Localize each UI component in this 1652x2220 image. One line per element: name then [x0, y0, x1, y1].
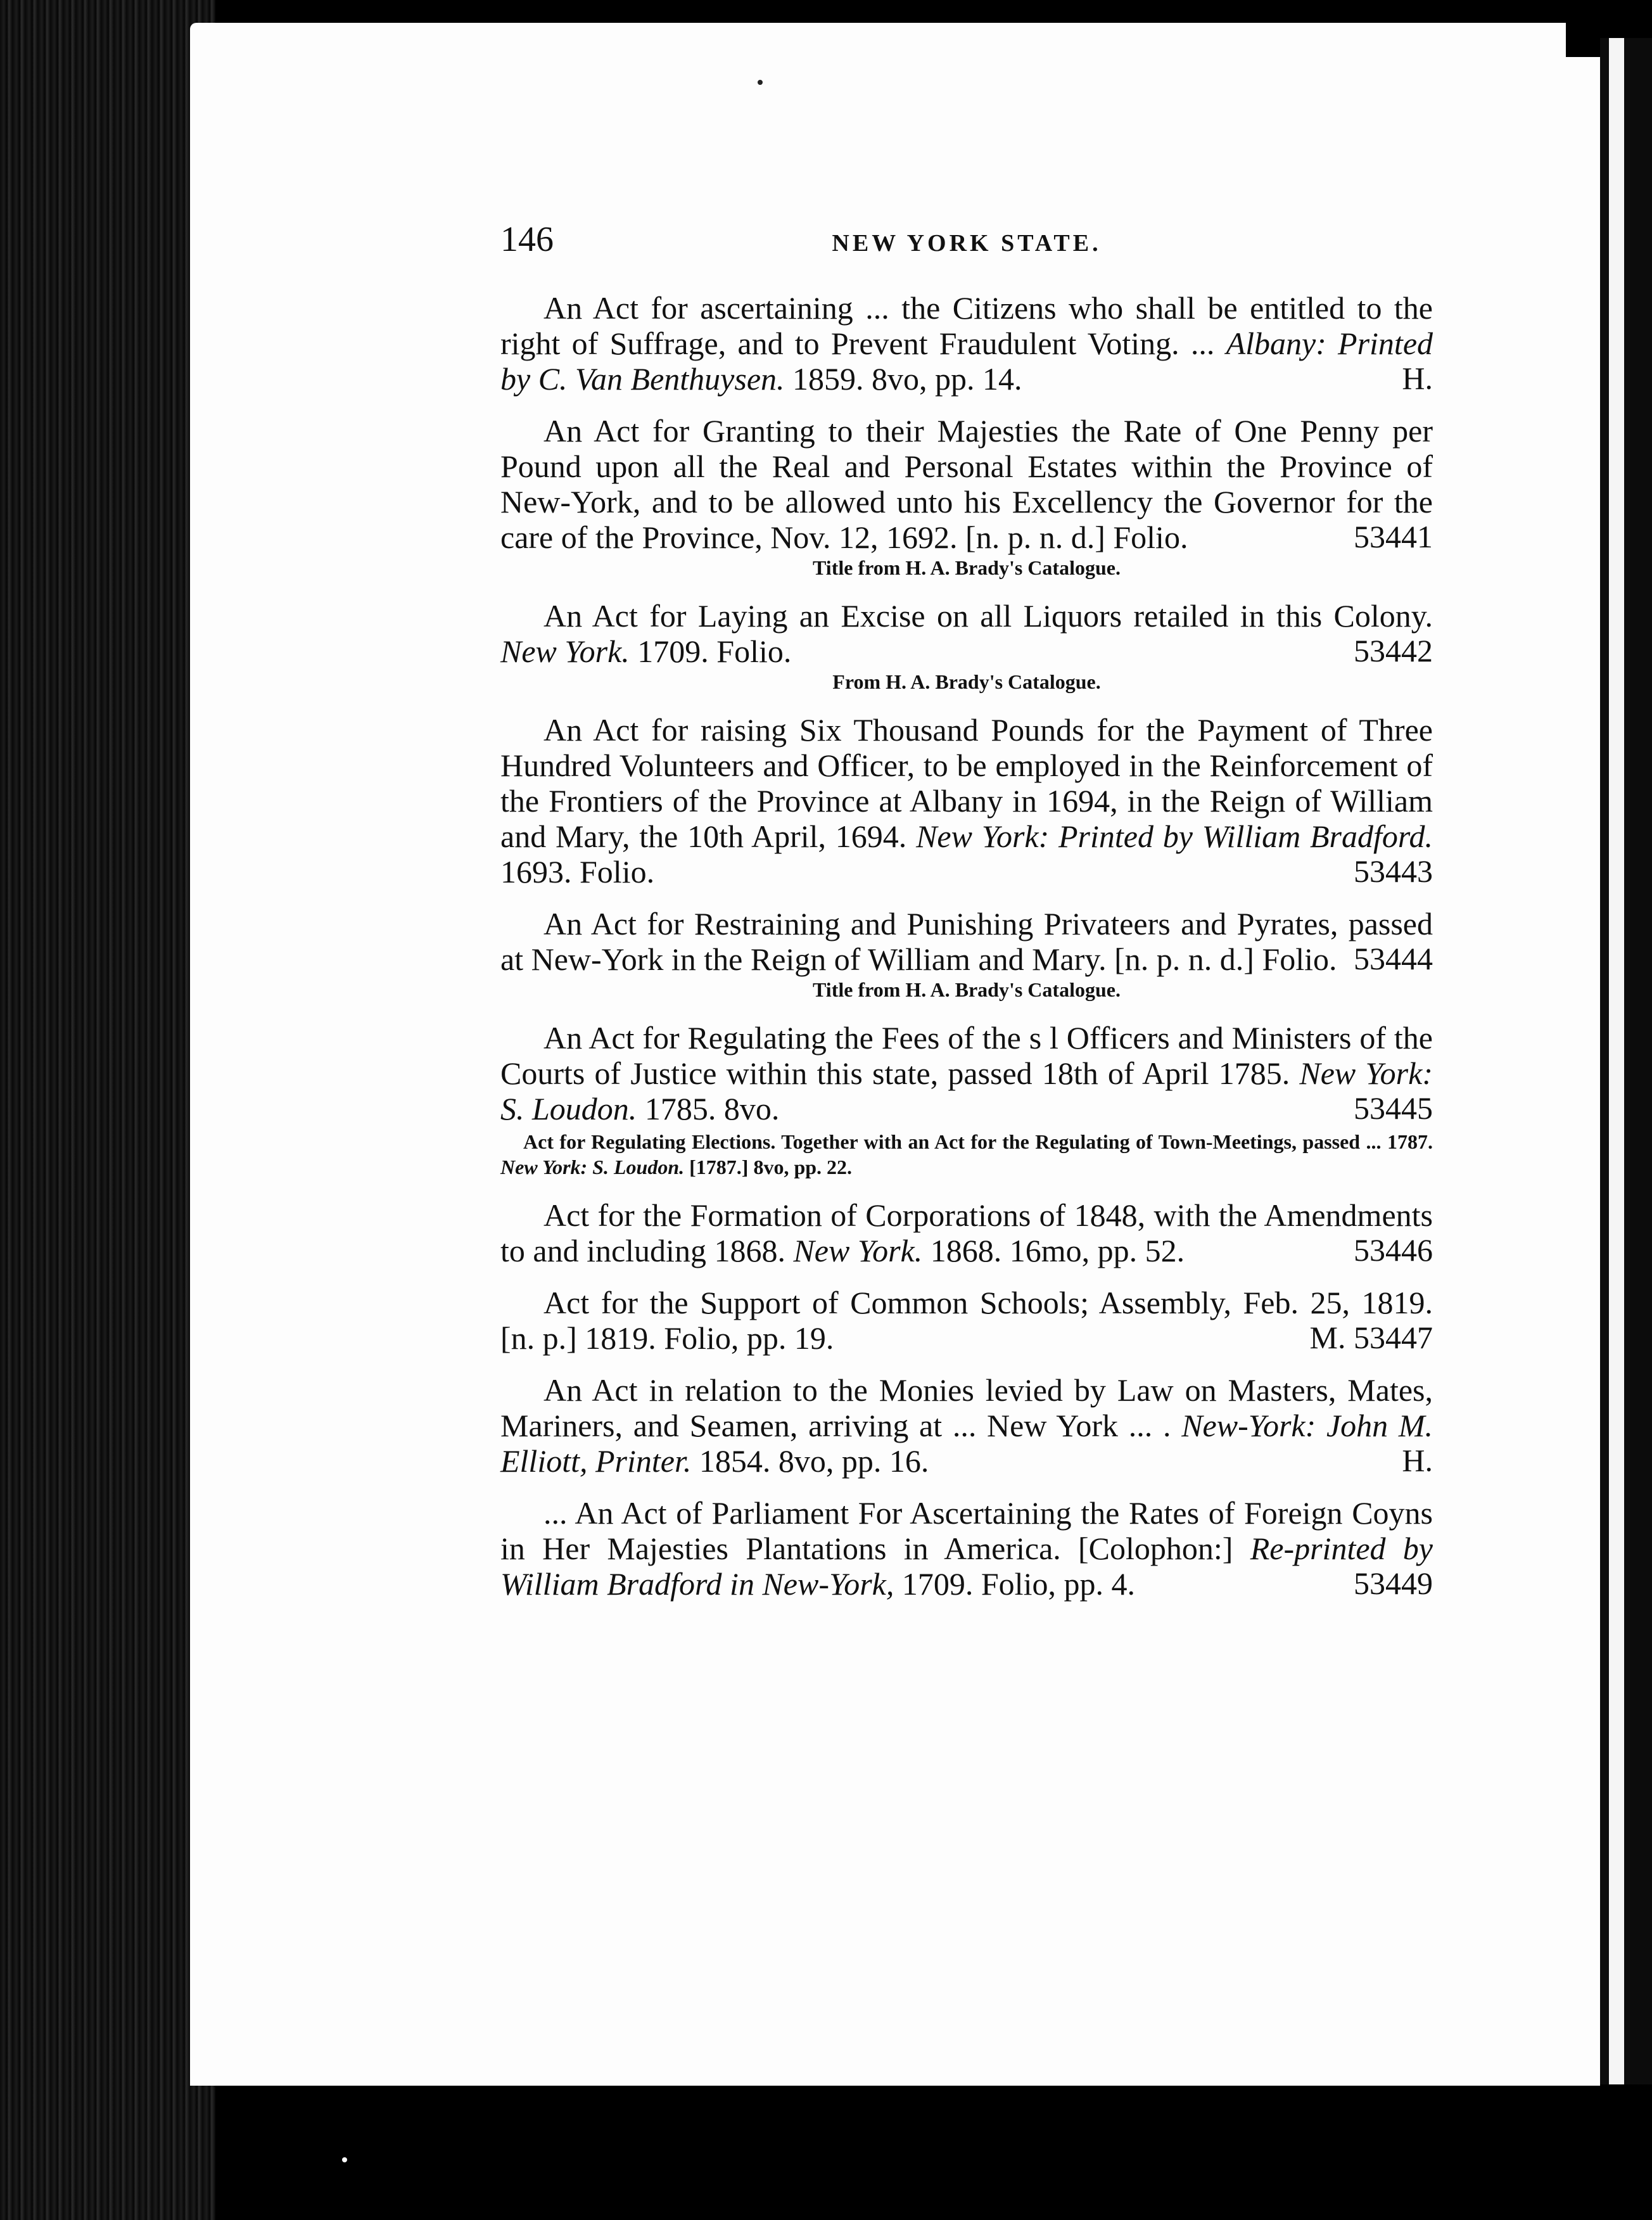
page-content [500, 215, 1433, 1600]
entry-imprint: New-York: John M. Elliott, Printer. [500, 1408, 1433, 1479]
entry-number: 53443 [1354, 853, 1433, 889]
entry-imprint: New York: Printed by William Bradford. [916, 819, 1433, 854]
entry-number: 53442 [1354, 633, 1433, 668]
entry-collation: 1785. 8vo. [644, 1091, 780, 1126]
entry-collation: 1693. Folio. [500, 854, 655, 890]
book-edge [0, 0, 215, 2220]
entry-note: Title from H. A. Brady's Catalogue. [813, 978, 1121, 1001]
entry [500, 1495, 1433, 1600]
entry [500, 598, 1433, 694]
entry-number: 53449 [1354, 1566, 1433, 1601]
entry [500, 290, 1433, 395]
entry-imprint: Re-printed by William Bradford in New-York, [500, 1531, 1433, 1602]
entry [500, 1020, 1433, 1180]
entry-imprint: New York. [500, 634, 630, 669]
entry-number: 53446 [1354, 1232, 1433, 1268]
entry-number: 53445 [1354, 1090, 1433, 1126]
page-number: 146 [500, 220, 554, 259]
entry-number: H. [1402, 1443, 1433, 1478]
entry-subnote [500, 1129, 1433, 1180]
speck [342, 2157, 347, 2162]
entry-number: 53441 [1354, 519, 1433, 554]
entry [500, 1285, 1433, 1355]
entry-title: Act for the Formation of Corporations of 1848, with the Amendments to and including 1868. [500, 1197, 1433, 1268]
entry [500, 712, 1433, 888]
entry [500, 1197, 1433, 1267]
page-header [500, 215, 1433, 272]
subnote-imprint: New York: S. Loudon. [500, 1156, 685, 1178]
subnote-collation: [1787.] 8vo, pp. 22. [689, 1156, 853, 1178]
entry-title: An Act for Restraining and Punishing Privateers and Pyrates, passed at New-York in the Reign of William and Mary. [n. p. n. d.] Folio. [500, 906, 1433, 977]
entry [500, 1372, 1433, 1477]
entry-note: From H. A. Brady's Catalogue. [832, 670, 1101, 693]
entry-title: An Act for ascertaining ... the Citizens who shall be entitled to the right of Suffrage, and to Prevent Fraudulent Voting. ... [500, 290, 1433, 361]
entry-title: An Act for Regulating the Fees of the s l Officers and Ministers of the Courts of Justice within this state, passed 18th of April 1785. [500, 1020, 1433, 1091]
entry-title: An Act for Laying an Excise on all Liquors retailed in this Colony. [543, 598, 1433, 634]
corner-mark [1566, 23, 1600, 57]
entry-collation: 1709. Folio, pp. 4. [901, 1566, 1135, 1602]
entry-collation: 1868. 16mo, pp. 52. [930, 1233, 1185, 1268]
entry-imprint: Albany: Printed by C. Van Benthuysen. [500, 326, 1433, 397]
entry-number: M. 53447 [1309, 1320, 1433, 1355]
entry-imprint: New York. [793, 1233, 923, 1268]
entry [500, 906, 1433, 1002]
entry-title: Act for the Support of Common Schools; Assembly, Feb. 25, 1819. [n. p.] 1819. Folio, pp. 19. [500, 1285, 1433, 1356]
entry-title: An Act in relation to the Monies levied by Law on Masters, Mates, Mariners, and Seamen, arriving at ... New York ... . [500, 1372, 1433, 1443]
entry-title: An Act for Granting to their Majesties the Rate of One Penny per Pound upon all the Real and Personal Estates within the Province of New-York, and to be allowed unto his Excellency the Governor for the care of the Province, Nov. 12, 1692. [n. p. n. d.] Folio. [500, 413, 1433, 555]
entry-collation: 1859. 8vo, pp. 14. [792, 361, 1022, 397]
entry-collation: 1709. Folio. [637, 634, 792, 669]
entry-number: 53444 [1354, 941, 1433, 976]
entry-title: An Act for raising Six Thousand Pounds for the Payment of Three Hundred Volunteers and Officer, to be employed in the Reinforcement of the Frontiers of the Province at Albany in 1694, in the Reign of William and Mary, the 10th April, 1694. [500, 712, 1433, 854]
speck [758, 80, 763, 85]
entry-imprint: New York: S. Loudon. [500, 1056, 1433, 1126]
running-head: NEW YORK STATE. [832, 230, 1102, 257]
entry-note: Title from H. A. Brady's Catalogue. [813, 556, 1121, 579]
entry-title: ... An Act of Parliament For Ascertaining the Rates of Foreign Coyns in Her Majesties Plantations in America. [Colophon:] [500, 1495, 1433, 1566]
entry [500, 413, 1433, 580]
entry-collation: 1854. 8vo, pp. 16. [699, 1443, 929, 1479]
facing-page-edge [1600, 38, 1652, 2084]
subnote-title: Act for Regulating Elections. Together with an Act for the Regulating of Town-Meetings, passed ... 1787. [523, 1130, 1433, 1153]
entry-number: H. [1402, 360, 1433, 396]
